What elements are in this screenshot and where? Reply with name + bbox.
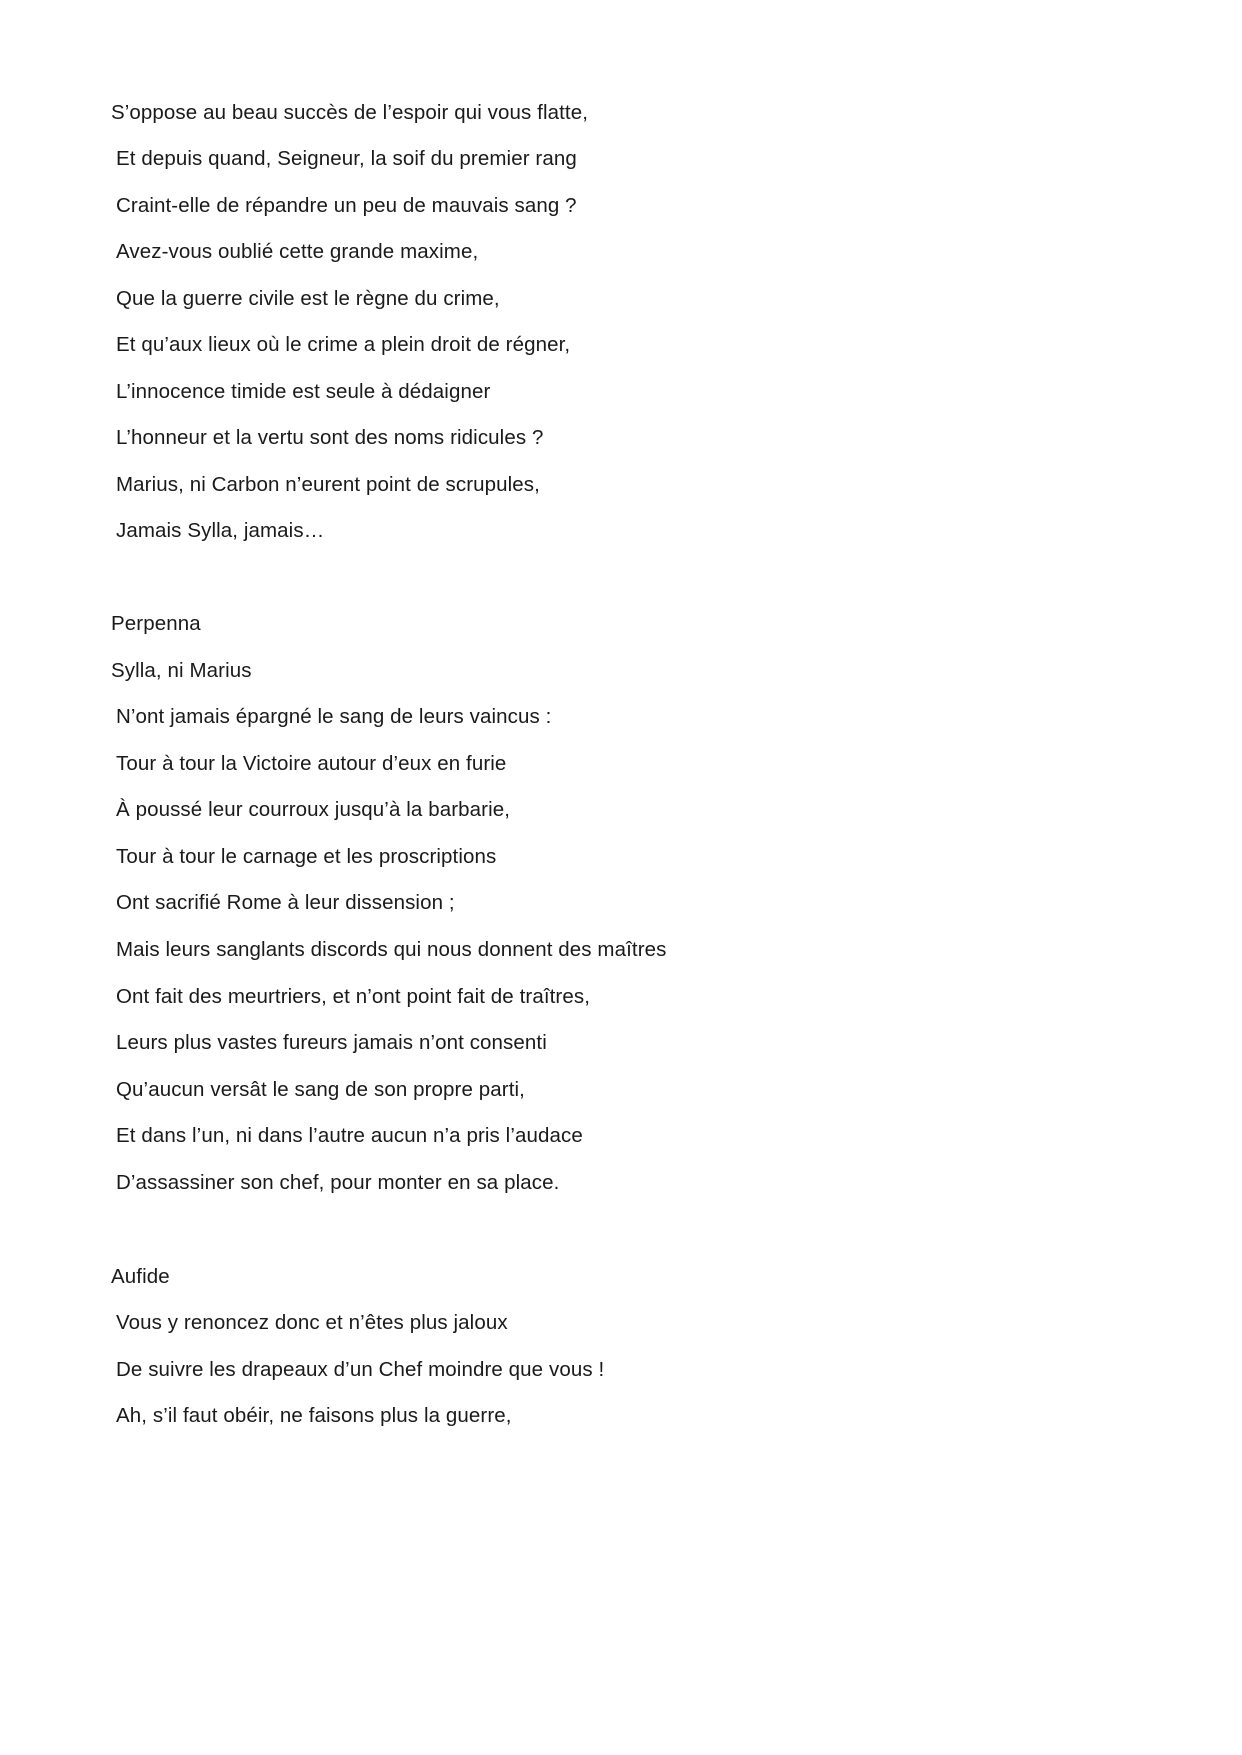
verse-line: Que la guerre civile est le règne du crime, — [116, 287, 500, 310]
verse-line: L’honneur et la vertu sont des noms ridicules ? — [116, 426, 544, 449]
verse-line: Et dans l’un, ni dans l’autre aucun n’a pris l’audace — [116, 1124, 583, 1147]
verse-line: À poussé leur courroux jusqu’à la barbarie, — [116, 798, 511, 821]
verse-line: L’innocence timide est seule à dédaigner — [116, 380, 491, 403]
verse-line: Marius, ni Carbon n’eurent point de scrupules, — [116, 473, 540, 496]
verse-line: Craint-elle de répandre un peu de mauvais sang ? — [116, 194, 577, 217]
speaker-name: Perpenna — [111, 612, 201, 635]
verse-line: S’oppose au beau succès de l’espoir qui vous flatte, — [111, 101, 588, 124]
verse-line: Et qu’aux lieux où le crime a plein droit de régner, — [116, 333, 571, 356]
verse-line: Et depuis quand, Seigneur, la soif du premier rang — [116, 147, 577, 170]
verse-line: Vous y renoncez donc et n’êtes plus jaloux — [116, 1311, 508, 1334]
verse-line: Ah, s’il faut obéir, ne faisons plus la guerre, — [116, 1404, 512, 1427]
verse-line: Mais leurs sanglants discords qui nous donnent des maîtres — [116, 938, 667, 961]
verse-line: Ont sacrifié Rome à leur dissension ; — [116, 891, 455, 914]
speaker-name: Aufide — [111, 1265, 170, 1288]
verse-line: Qu’aucun versât le sang de son propre parti, — [116, 1078, 525, 1101]
verse-line: Avez-vous oublié cette grande maxime, — [116, 240, 479, 263]
verse-line: De suivre les drapeaux d’un Chef moindre que vous ! — [116, 1358, 605, 1381]
verse-line: Tour à tour la Victoire autour d’eux en furie — [116, 752, 507, 775]
verse-line: Sylla, ni Marius — [111, 659, 252, 682]
verse-line: D’assassiner son chef, pour monter en sa place. — [116, 1171, 560, 1194]
verse-line: Tour à tour le carnage et les proscriptions — [116, 845, 497, 868]
verse-line: Jamais Sylla, jamais… — [116, 519, 325, 542]
verse-line: Leurs plus vastes fureurs jamais n’ont consenti — [116, 1031, 547, 1054]
verse-line: N’ont jamais épargné le sang de leurs vaincus : — [116, 705, 552, 728]
verse-line: Ont fait des meurtriers, et n’ont point fait de traîtres, — [116, 985, 590, 1008]
